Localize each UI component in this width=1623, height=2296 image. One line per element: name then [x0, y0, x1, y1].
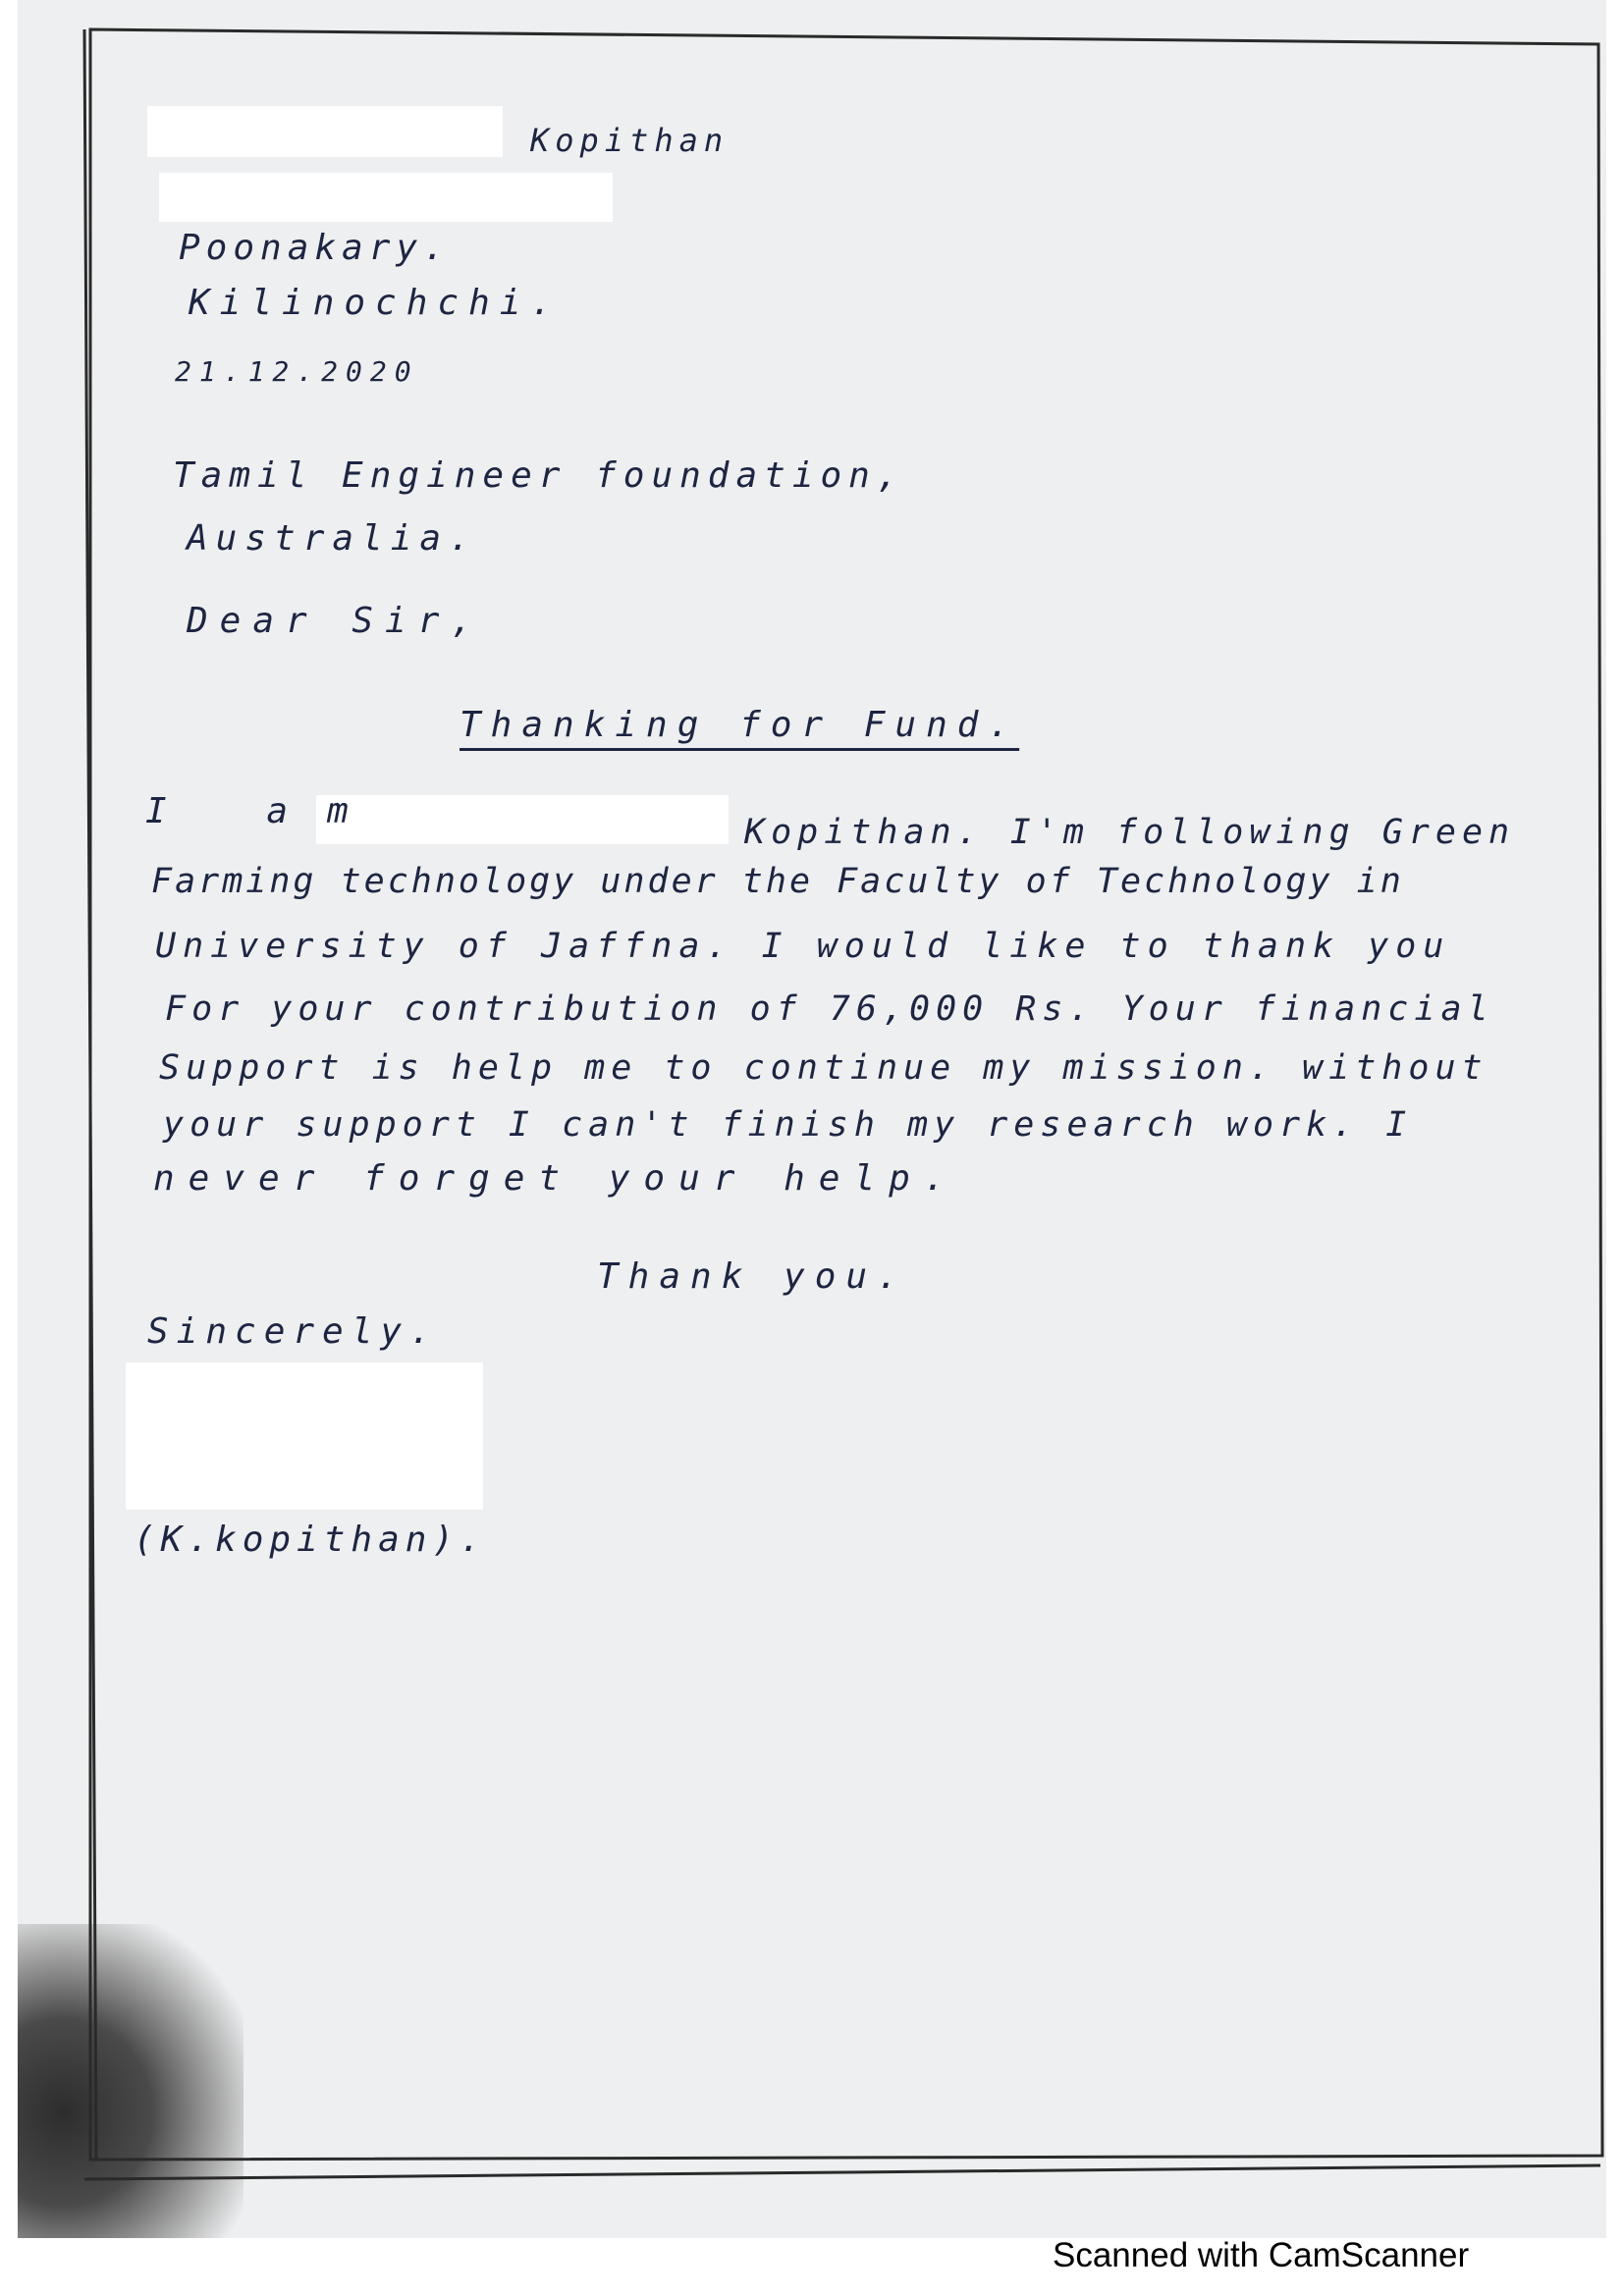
recipient-line: Australia. — [187, 518, 478, 559]
hand-shadow — [18, 1924, 243, 2238]
body-line: I am — [145, 791, 388, 831]
salutation: Dear Sir, — [187, 601, 485, 641]
address-line: Poonakary. — [179, 228, 451, 268]
letter-date: 21.12.2020 — [175, 355, 419, 388]
closing: Sincerely. — [147, 1311, 439, 1352]
redacted-block — [147, 106, 503, 157]
body-line: For your contribution of 76,000 Rs. Your financial — [165, 989, 1494, 1029]
redacted-block — [126, 1362, 483, 1510]
body-line: Support is help me to continue my mission. without — [159, 1048, 1488, 1088]
sender-name: Kopithan — [530, 122, 730, 159]
body-line: University of Jaffna. I would like to thank you — [155, 927, 1451, 966]
letter-subject: Thanking for Fund. — [460, 705, 1020, 745]
address-line: Kilinochchi. — [189, 283, 563, 323]
recipient-line: Tamil Engineer foundation, — [173, 455, 905, 496]
signature-name: (K.kopithan). — [134, 1520, 487, 1560]
thanks-line: Thank you. — [597, 1256, 908, 1297]
body-line: never forget your help. — [153, 1158, 959, 1199]
body-line: Farming technology under the Faculty of Technology in — [151, 862, 1404, 901]
body-line: your support I can't finish my research work. I — [163, 1105, 1413, 1145]
scanner-label: Scanned with CamScanner — [1053, 2236, 1470, 2274]
body-line: Kopithan. I'm following Green — [744, 813, 1516, 852]
redacted-block — [159, 173, 613, 222]
